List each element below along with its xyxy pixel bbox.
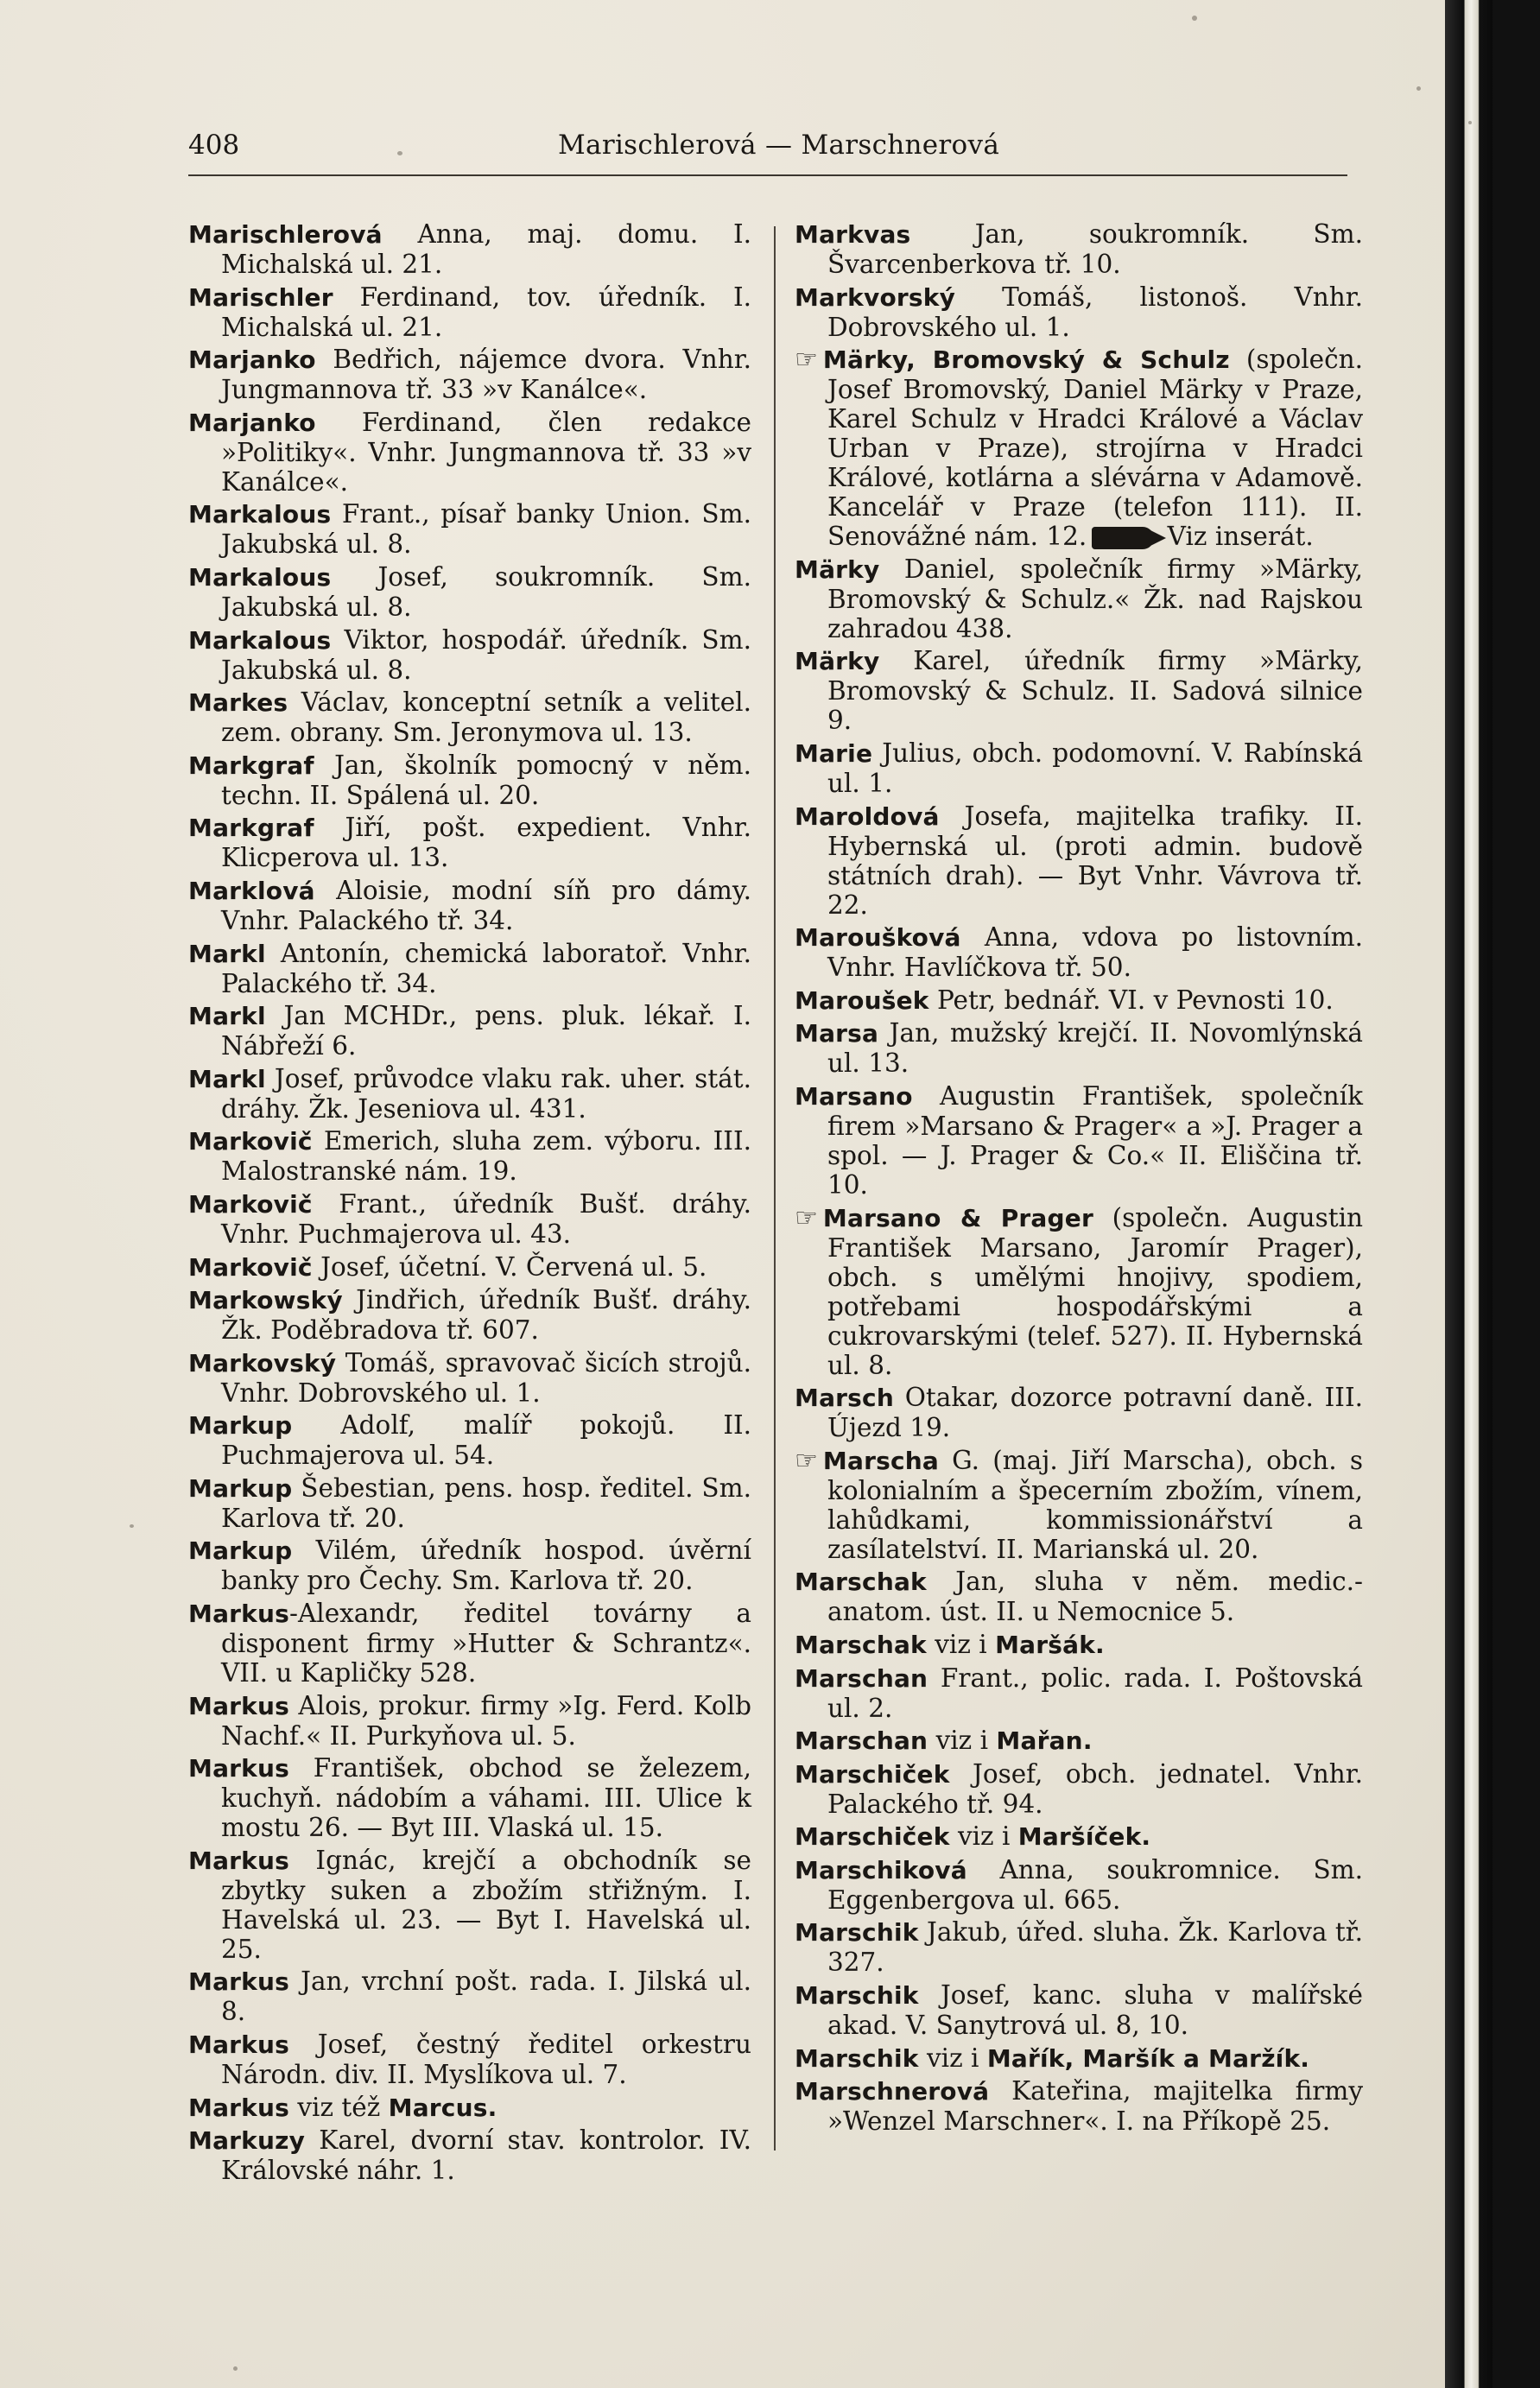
- entry-text: Frant., polic. rada. I. Poštovská ul. 2.: [827, 1663, 1363, 1723]
- directory-entry: [795, 2076, 1363, 2136]
- column-divider: [774, 226, 776, 2150]
- entry-text: Emerich, sluha zem. výboru. III. Malostranské nám. 19.: [221, 1126, 751, 1187]
- entry-text: Ferdinand, člen redakce »Politiky«. Vnhr. Jungmannova tř. 33 »v Kanálce«.: [221, 407, 751, 497]
- directory-entry: [795, 554, 1363, 643]
- entry-name: Marschiková: [795, 1855, 967, 1884]
- directory-entry: [188, 1252, 751, 1283]
- directory-entry: [795, 801, 1363, 920]
- entry-name: Markowský: [188, 1286, 343, 1315]
- entry-name: Marschiček: [795, 1822, 950, 1852]
- entry-text: Karel, dvorní stav. kontrolor. IV. Královské náhr. 1.: [221, 2125, 751, 2186]
- directory-entry: [188, 1410, 751, 1470]
- scan-speck: [130, 1524, 134, 1528]
- directory-entry: [795, 1018, 1363, 1078]
- entry-text: Josef, čestný ředitel orkestru Národn. div. II. Myslíkova ul. 7.: [221, 2030, 751, 2090]
- entry-text: Jan MCHDr., pens. pluk. lékař. I. Nábřeží 6.: [221, 1001, 751, 1061]
- entry-text: Jan, vrchní pošt. rada. I. Jilská ul. 8.: [221, 1967, 751, 2027]
- right-column: [795, 219, 1363, 2139]
- entry-name: Marscha: [822, 1446, 939, 1475]
- entry-text: Petr, bednář. VI. v Pevnosti 10.: [928, 985, 1334, 1015]
- entry-text: Jan, školník pomocný v něm. techn. II. Spálená ul. 20.: [221, 750, 751, 810]
- directory-entry: [188, 1536, 751, 1595]
- entry-name: Markl: [188, 939, 266, 968]
- entry-text: viz i: [926, 1629, 996, 1659]
- pointing-hand-icon: ☞: [795, 1445, 818, 1476]
- entry-name: Marsch: [795, 1384, 894, 1413]
- entry-name: Markus: [188, 1846, 289, 1875]
- directory-entry: [188, 625, 751, 685]
- entry-text: Anna, soukromnice. Sm. Eggenbergova ul. 665.: [827, 1854, 1363, 1915]
- directory-entry: [188, 499, 751, 559]
- entry-text: Kateřina, majitelka firmy »Wenzel Marschner«. I. na Příkopě 25.: [827, 2076, 1363, 2137]
- directory-entry: [795, 646, 1363, 735]
- directory-entry: [188, 1348, 751, 1408]
- entry-name: Märky: [795, 647, 880, 676]
- entry-name: Markovič: [188, 1189, 313, 1219]
- entry-text: Josef, obch. jednatel. Vnhr. Palackého tř. 94.: [827, 1758, 1363, 1819]
- pointing-hand-right-icon: [1092, 527, 1154, 549]
- entry-name: Maroušek: [795, 985, 929, 1015]
- directory-entry: [188, 1064, 751, 1124]
- entry-text: viz též: [289, 2092, 389, 2122]
- entry-name: Markalous: [188, 625, 332, 655]
- entry-reference: Mařan.: [996, 1726, 1093, 1756]
- directory-entry: [795, 1917, 1363, 1977]
- directory-entry: [188, 219, 751, 279]
- directory-entry: [188, 2030, 751, 2089]
- directory-entry: [795, 1726, 1363, 1756]
- entry-text: Viktor, hospodář. úředník. Sm. Jakubská ul. 8.: [221, 624, 751, 685]
- directory-entry: [188, 1691, 751, 1751]
- entry-name: Marjanko: [188, 345, 316, 375]
- entry-see-note: Viz inserát.: [1159, 522, 1314, 552]
- entry-name: Marschik: [795, 2043, 919, 2073]
- entry-name: Markus: [188, 1691, 289, 1720]
- directory-entry: [188, 345, 751, 404]
- directory-entry: [795, 1383, 1363, 1442]
- directory-entry: [795, 345, 1363, 551]
- page-header: [188, 123, 1346, 168]
- entry-name: Markgraf: [188, 814, 314, 843]
- entry-name: Markus: [188, 1754, 289, 1783]
- directory-entry: [795, 1980, 1363, 2040]
- entry-text: Šebestian, pens. hosp. ředitel. Sm. Karlova tř. 20.: [221, 1473, 751, 1533]
- directory-entry: [795, 1663, 1363, 1723]
- entry-text: Josefa, majitelka trafiky. II. Hybernská ul. (proti admin. budově státních drah). — Byt Vnhr. Vávrova tř. 22.: [827, 801, 1363, 920]
- entry-name: Marschik: [795, 1918, 919, 1948]
- directory-entry: [188, 1126, 751, 1186]
- directory-entry: [795, 1821, 1363, 1852]
- entry-text: Jakub, úřed. sluha. Žk. Karlova tř. 327.: [827, 1917, 1363, 1978]
- entry-name: Markovič: [188, 1252, 313, 1282]
- entry-text: Augustin František, společník firem »Marsano & Prager« a »J. Prager a spol. — J. Prager & Co.« II. Eliščina tř. 10.: [827, 1080, 1363, 1200]
- directory-entry: [795, 1567, 1363, 1626]
- entry-text: Josef, účetní. V. Červená ul. 5.: [312, 1251, 707, 1282]
- entry-reference: Maršák.: [995, 1630, 1105, 1659]
- entry-name: Markalous: [188, 500, 332, 529]
- directory-entry: [188, 1967, 751, 2026]
- entry-text: Ferdinand, tov. úředník. I. Michalská ul. 21.: [221, 282, 751, 342]
- directory-entry: [188, 1753, 751, 1842]
- entry-name: Marischlerová: [188, 220, 383, 249]
- entry-name: Marsa: [795, 1019, 879, 1048]
- directory-entry: [188, 939, 751, 998]
- entry-name: Marsano & Prager: [822, 1203, 1093, 1232]
- directory-entry: [188, 1189, 751, 1249]
- entry-name: Marschiček: [795, 1759, 950, 1789]
- entry-name: Märky, Bromovský & Schulz: [822, 345, 1230, 375]
- entry-reference: Maršíček.: [1017, 1822, 1151, 1852]
- entry-name: Markvorský: [795, 282, 956, 312]
- entry-name: Marschik: [795, 1981, 919, 2011]
- entry-text: (společn. Augustin František Marsano, Jaromír Prager), obch. s umělými hnojivy, spodiem, potřebami hospodářskými a cukrovarskými (telef. 527). II. Hybernská ul. 8.: [827, 1202, 1363, 1380]
- entry-text: -Alexandr, ředitel továrny a disponent firmy »Hutter & Schrantz«. VII. u Kapličky 528.: [221, 1599, 751, 1688]
- entry-text: (společn. Josef Bromovský, Daniel Märky v Praze, Karel Schulz v Hradci Králové a Václav Urban v Praze), strojírna v Hradci Králové, kotlárna a slévárna v Adamově. Kancelář v Praze (telefon 111). II. Senovážné nám. 12.: [827, 345, 1363, 552]
- entry-name: Markus: [188, 2093, 289, 2122]
- entry-text: Julius, obch. podomovní. V. Rabínská ul. 1.: [827, 738, 1363, 798]
- entry-name: Markus: [188, 1599, 289, 1629]
- entry-text: Tomáš, listonoš. Vnhr. Dobrovského ul. 1.: [827, 282, 1363, 342]
- directory-entry: [188, 1473, 751, 1533]
- entry-name: Markl: [188, 1064, 266, 1093]
- entry-name: Markovič: [188, 1127, 313, 1156]
- entry-text: Jindřich, úředník Bušť. dráhy. Žk. Poděbradova tř. 607.: [221, 1285, 751, 1346]
- directory-entry: [795, 1630, 1363, 1660]
- entry-text: G. (maj. Jiří Marscha), obch. s kolonialním a špecerním zbožím, vínem, lahůdkami, kommissionářství a zasílatelství. II. Marianská ul. 20.: [827, 1445, 1363, 1564]
- left-column: [188, 219, 751, 2188]
- entry-name: Maroldová: [795, 801, 940, 831]
- directory-entry: [188, 282, 751, 342]
- entry-text: Václav, konceptní setník a velitel. zem. obrany. Sm. Jeronymova ul. 13.: [221, 687, 751, 748]
- entry-name: Markl: [188, 1002, 266, 1031]
- directory-entry: [795, 1203, 1363, 1380]
- directory-entry: [188, 813, 751, 872]
- directory-entry: [795, 985, 1363, 1016]
- entry-name: Markup: [188, 1473, 293, 1503]
- entry-text: Frant., písař banky Union. Sm. Jakubská ul. 8.: [221, 499, 751, 560]
- entry-text: Josef, kanc. sluha v malířské akad. V. Sanytrová ul. 8, 10.: [827, 1980, 1363, 2041]
- entry-text: Jan, soukromník. Sm. Švarcenberkova tř. 10.: [827, 219, 1363, 279]
- directory-entry: [795, 219, 1363, 279]
- entry-name: Markgraf: [188, 751, 314, 780]
- entry-name: Marschan: [795, 1663, 928, 1693]
- entry-text: Alois, prokur. firmy »Ig. Ferd. Kolb Nachf.« II. Purkyňova ul. 5.: [221, 1690, 751, 1751]
- scan-speck: [1192, 16, 1197, 21]
- entry-text: viz i: [918, 2043, 987, 2073]
- directory-entry: [795, 1855, 1363, 1915]
- entry-text: Jan, mužský krejčí. II. Novomlýnská ul. 13.: [827, 1018, 1363, 1079]
- entry-text: Daniel, společník firmy »Märky, Bromovský & Schulz.« Žk. nad Rajskou zahradou 438.: [827, 554, 1363, 643]
- directory-entry: [795, 738, 1363, 798]
- scan-speck: [233, 2366, 238, 2371]
- page-number: 408: [188, 130, 240, 161]
- directory-entry: [188, 1599, 751, 1688]
- directory-entry: [795, 1759, 1363, 1819]
- directory-entry: [188, 687, 751, 747]
- scan-speck: [1468, 121, 1472, 124]
- entry-name: Markup: [188, 1536, 293, 1566]
- entry-name: Markvas: [795, 220, 911, 249]
- entry-text: Jan, sluha v něm. medic.-anatom. úst. II. u Nemocnice 5.: [827, 1567, 1363, 1627]
- scan-edge: [1445, 0, 1492, 2388]
- directory-entry: [188, 751, 751, 810]
- entry-name: Maroušková: [795, 923, 961, 953]
- entry-text: František, obchod se železem, kuchyň. nádobím a váhami. III. Ulice k mostu 26. — Byt III. Vlaská ul. 15.: [221, 1753, 751, 1843]
- directory-entry: [188, 408, 751, 497]
- entry-name: Markup: [188, 1411, 293, 1441]
- directory-entry: [188, 2093, 751, 2123]
- entry-name: Marsano: [795, 1081, 913, 1111]
- entry-name: Marklová: [188, 876, 315, 905]
- entry-text: Otakar, dozorce potravní daně. III. Újezd 19.: [827, 1383, 1363, 1443]
- directory-entry: [795, 922, 1363, 982]
- entry-text: Jiří, pošt. expedient. Vnhr. Klicperova ul. 13.: [221, 813, 751, 873]
- directory-entry: [188, 1001, 751, 1061]
- entry-name: Märky: [795, 554, 880, 584]
- entry-name: Markovský: [188, 1348, 337, 1378]
- entry-name: Marschnerová: [795, 2077, 990, 2106]
- entry-name: Marjanko: [188, 408, 316, 437]
- entry-name: Marschan: [795, 1726, 928, 1756]
- directory-entry: [795, 282, 1363, 342]
- entry-text: Bedřich, nájemce dvora. Vnhr. Jungmannova tř. 33 »v Kanálce«.: [221, 345, 751, 405]
- entry-reference: Mařík, Maršík a Maržík.: [986, 2043, 1310, 2073]
- entry-name: Marschak: [795, 1568, 927, 1597]
- entry-text: Antonín, chemická laboratoř. Vnhr. Palackého tř. 34.: [221, 938, 751, 998]
- entry-text: Josef, průvodce vlaku rak. uher. stát. dráhy. Žk. Jeseniova ul. 431.: [221, 1063, 751, 1124]
- entry-name: Marischler: [188, 282, 333, 312]
- header-rule: [188, 174, 1347, 176]
- entry-text: Karel, úředník firmy »Märky, Bromovský & Schulz. II. Sadová silnice 9.: [827, 646, 1363, 736]
- entry-name: Marschak: [795, 1630, 927, 1659]
- directory-entry: [188, 1285, 751, 1345]
- entry-name: Markalous: [188, 562, 332, 592]
- entry-text: Josef, soukromník. Sm. Jakubská ul. 8.: [221, 561, 751, 622]
- directory-entry: [188, 876, 751, 935]
- directory-entry: [795, 2043, 1363, 2074]
- directory-entry: [188, 2125, 751, 2185]
- pointing-hand-icon: ☞: [795, 345, 818, 376]
- entry-text: viz i: [949, 1821, 1018, 1852]
- entry-text: Vilém, úředník hospod. úvěrní banky pro Čechy. Sm. Karlova tř. 20.: [221, 1536, 751, 1596]
- entry-text: Aloisie, modní síň pro dámy. Vnhr. Palackého tř. 34.: [221, 875, 751, 935]
- entry-text: Anna, vdova po listovním. Vnhr. Havlíčkova tř. 50.: [827, 922, 1363, 983]
- entry-text: Ignác, krejčí a obchodník se zbytky suken a zbožím střižným. I. Havelská ul. 23. — Byt I. Havelská ul. 25.: [221, 1845, 751, 1964]
- entry-name: Marie: [795, 738, 873, 768]
- running-title: Marischlerová — Marschnerová: [558, 130, 1000, 161]
- entry-text: Frant., úředník Bušť. dráhy. Vnhr. Puchmajerova ul. 43.: [221, 1188, 751, 1249]
- scan-speck: [1416, 86, 1421, 91]
- entry-text: Adolf, malíř pokojů. II. Puchmajerova ul. 54.: [221, 1410, 751, 1471]
- directory-entry: [188, 1846, 751, 1964]
- directory-entry: [188, 562, 751, 622]
- entry-name: Markus: [188, 1967, 289, 1997]
- scan-speck: [397, 151, 402, 155]
- entry-reference: Marcus.: [388, 2093, 497, 2122]
- entry-text: Anna, maj. domu. I. Michalská ul. 21.: [221, 219, 751, 279]
- entry-text: viz i: [928, 1726, 997, 1756]
- entry-name: Markes: [188, 688, 288, 718]
- directory-entry: [795, 1446, 1363, 1564]
- entry-name: Markus: [188, 2030, 289, 2060]
- entry-name: Markuzy: [188, 2126, 306, 2156]
- entry-text: Tomáš, spravovač šicích strojů. Vnhr. Dobrovského ul. 1.: [221, 1347, 751, 1408]
- directory-entry: [795, 1081, 1363, 1200]
- pointing-hand-icon: ☞: [795, 1202, 818, 1233]
